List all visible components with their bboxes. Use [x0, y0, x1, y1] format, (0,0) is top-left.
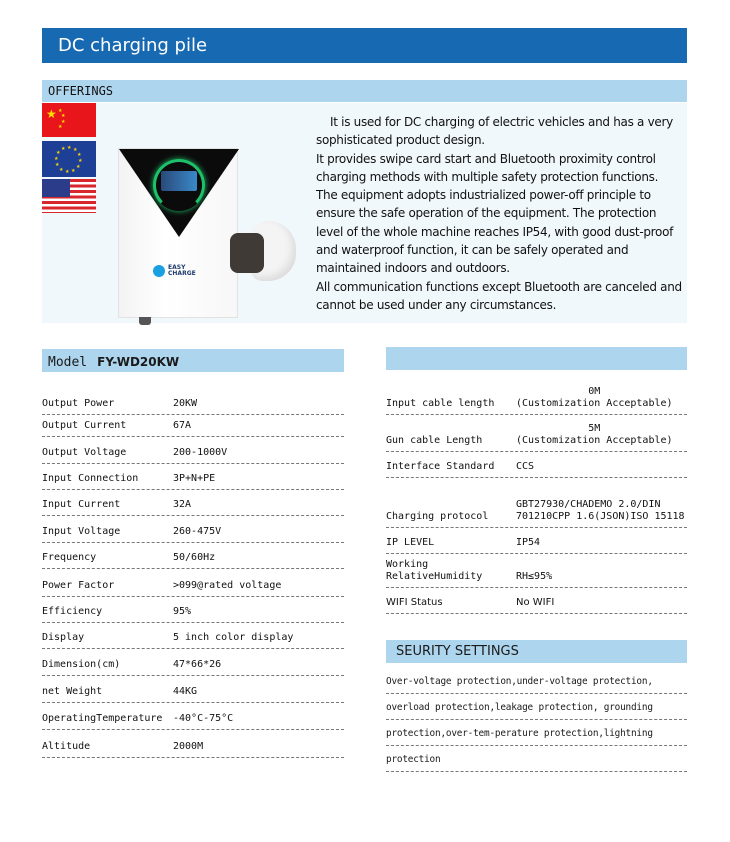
spec-key: IP LEVEL [386, 537, 435, 548]
charging-gun-image [230, 221, 300, 291]
svg-text:★: ★ [73, 147, 78, 153]
spec-value: 260-475V [173, 526, 222, 537]
spec-row [386, 415, 687, 452]
spec-value: GBT27930/CHADEMO 2.0/DIN 701210CPP 1.6(JSON)ISO 15118 [516, 499, 685, 522]
spec-row [386, 380, 687, 415]
spec-key: WIFI Status [386, 597, 443, 608]
spec-row [42, 569, 344, 597]
spec-value: RH≤95% [516, 571, 553, 582]
eu-flag-icon [42, 141, 96, 177]
model-header [42, 349, 344, 372]
china-flag-icon [42, 103, 96, 137]
spec-value: 95% [173, 606, 192, 617]
spec-key: Charging protocol [386, 511, 489, 522]
spec-key: Input Current [42, 499, 121, 510]
spec-key: Altitude [42, 741, 91, 752]
display-screen-icon [161, 171, 197, 191]
spec-row [386, 478, 687, 528]
spec-value: CCS [516, 461, 535, 472]
svg-text:★: ★ [55, 162, 60, 168]
spec-value: 32A [173, 499, 192, 510]
page-title: DC charging pile [42, 28, 687, 63]
usa-flag-icon [42, 179, 96, 213]
spec-key: Frequency [42, 552, 97, 563]
description-paragraph: The equipment adopts industrialized power-off principle to ensure the safe operation of the equipment. The protection level of the whole machine reaches IP54, with good dust-proof and waterproof function, it can be safely operated and maintained indoors and outdoors. [316, 188, 674, 276]
spec-value: 200-1000V [173, 447, 228, 458]
spec-key: Interface Standard [386, 461, 495, 472]
security-line: Over-voltage protection,under-voltage protection, [386, 668, 687, 694]
spec-key: Gun cable Length [386, 435, 483, 446]
svg-text:★: ★ [58, 124, 63, 130]
spec-header-blank [386, 347, 687, 370]
spec-value: 50/60Hz [173, 552, 216, 563]
spec-row [42, 676, 344, 703]
spec-row [42, 543, 344, 569]
spec-row [42, 597, 344, 623]
spec-key: OperatingTemperature [42, 713, 163, 724]
spec-value: -40°C-75°C [173, 713, 234, 724]
spec-key: Output Voltage [42, 447, 127, 458]
security-heading: SEURITY SETTINGS [386, 640, 687, 663]
charger-product-image [118, 148, 238, 318]
model-value: FY-WD20KW [97, 355, 180, 369]
spec-row [42, 623, 344, 649]
spec-key: Input Voltage [42, 526, 121, 537]
spec-row [386, 554, 687, 588]
spec-key: Working RelativeHumidity [386, 559, 483, 582]
spec-key: Output Current [42, 420, 127, 431]
svg-text:★: ★ [61, 119, 66, 125]
spec-key: Input Connection [42, 473, 139, 484]
svg-text:★: ★ [77, 152, 82, 158]
easy-charge-logo: EASY CHARGE [153, 265, 196, 277]
spec-key: Power Factor [42, 580, 115, 591]
spec-row [42, 649, 344, 676]
svg-text:★: ★ [71, 168, 76, 174]
svg-text:★: ★ [56, 150, 61, 156]
svg-text:★: ★ [61, 146, 66, 152]
product-description [316, 113, 686, 314]
svg-text:★: ★ [59, 167, 64, 173]
spec-row [42, 437, 344, 464]
svg-text:★: ★ [46, 107, 57, 121]
spec-key: Output Power [42, 398, 115, 409]
svg-text:★: ★ [61, 113, 66, 119]
offerings-panel [42, 103, 687, 323]
spec-value: No WIFI [516, 597, 555, 608]
spec-value: 47*66*26 [173, 659, 222, 670]
spec-row [42, 464, 344, 490]
spec-value: 5 inch color display [173, 632, 294, 643]
spec-key: Input cable length [386, 398, 495, 409]
spec-row [386, 588, 687, 614]
spec-row [42, 703, 344, 730]
model-label: Model [48, 355, 88, 370]
spec-row [42, 730, 344, 758]
spec-key: Display [42, 632, 85, 643]
security-list [386, 668, 687, 772]
spec-value: 0M (Customization Acceptable) [516, 386, 673, 409]
svg-text:★: ★ [78, 158, 83, 164]
spec-key: Efficiency [42, 606, 103, 617]
svg-text:★: ★ [58, 108, 63, 114]
spec-key: net Weight [42, 686, 103, 697]
svg-text:★: ★ [67, 145, 72, 151]
spec-value: 20KW [173, 398, 198, 409]
spec-row [386, 528, 687, 554]
svg-text:★: ★ [65, 169, 70, 175]
description-paragraph: All communication functions except Bluetooth are canceled and cannot be used under any circumstances. [316, 279, 682, 312]
spec-row [386, 452, 687, 478]
offerings-heading: OFFERINGS [42, 80, 687, 102]
spec-row [42, 490, 344, 516]
spec-value: 2000M [173, 741, 204, 752]
svg-text:★: ★ [54, 156, 59, 162]
description-paragraph: It is used for DC charging of electric vehicles and has a very sophisticated product design. [316, 115, 673, 148]
security-line: protection,over-tem-perature protection,lightning [386, 720, 687, 746]
svg-text:★: ★ [76, 164, 81, 170]
spec-row [42, 411, 344, 437]
spec-key: Dimension(cm) [42, 659, 121, 670]
spec-row [42, 516, 344, 543]
spec-value: 44KG [173, 686, 198, 697]
description-paragraph: It provides swipe card start and Bluetooth proximity control charging methods with multiple safety protection functions. [316, 151, 659, 184]
security-line: overload protection,leakage protection, grounding [386, 694, 687, 720]
spec-value: 3P+N+PE [173, 473, 216, 484]
spec-value: IP54 [516, 537, 541, 548]
spec-value: 5M (Customization Acceptable) [516, 423, 673, 446]
spec-value: >099@rated voltage [173, 580, 282, 591]
security-line: protection [386, 746, 687, 772]
spec-value: 67A [173, 420, 192, 431]
